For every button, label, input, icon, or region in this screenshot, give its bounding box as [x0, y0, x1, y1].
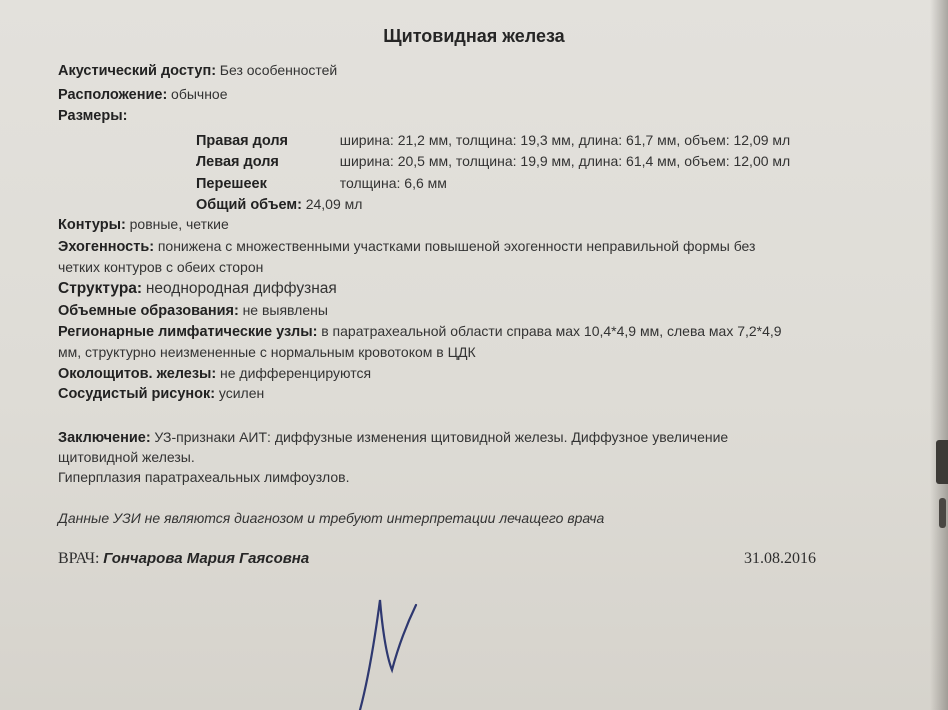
isthmus-row [196, 175, 447, 193]
sizes-label: Размеры: [58, 108, 128, 124]
masses-label: Объемные образования: [58, 303, 239, 319]
doctor-row [58, 550, 309, 568]
disclaimer-text: Данные УЗИ не являются диагнозом и требуют интерпретации лечащего врача [58, 510, 605, 526]
access-value: Без особенностей [219, 62, 338, 78]
location-row [58, 86, 228, 104]
vascular-row [58, 385, 264, 403]
edge-object [936, 440, 948, 484]
conclusion-row-2 [58, 449, 195, 467]
conclusion-value-cont: щитовидной железы. [58, 449, 195, 465]
total-volume-value: 24,09 мл [305, 196, 363, 212]
isthmus-label: Перешеек [196, 176, 267, 192]
conclusion-row [58, 429, 728, 447]
page-shadow [930, 0, 948, 710]
left-lobe-row [196, 153, 790, 171]
structure-row [58, 280, 337, 298]
echogenicity-value: понижена с множественными участками повышеной эхогенности неправильной формы без [157, 238, 756, 254]
conclusion-value-hyperplasia: Гиперплазия паратрахеальных лимфоузлов. [58, 469, 350, 485]
date-value: 31.08.2016 [744, 550, 816, 567]
parathyroid-label: Околощитов. железы: [58, 366, 217, 382]
echogenicity-value-cont: четких контуров с обеих сторон [58, 259, 264, 275]
location-value: обычное [171, 86, 228, 102]
location-label: Расположение: [58, 87, 168, 103]
total-volume-row [196, 196, 362, 214]
signature-scribble [330, 570, 440, 710]
access-row [58, 62, 337, 80]
contours-row [58, 216, 229, 234]
structure-value: неоднородная диффузная [145, 280, 337, 297]
conclusion-value: УЗ-признаки АИТ: диффузные изменения щитовидной железы. Диффузное увеличение [154, 429, 729, 445]
contours-label: Контуры: [58, 217, 126, 233]
total-volume-label: Общий объем: [196, 197, 302, 213]
lymph-row [58, 323, 782, 341]
right-lobe-value: ширина: 21,2 мм, толщина: 19,3 мм, длина: 61,7 мм, объем: 12,09 мл [339, 132, 791, 148]
report-date [744, 550, 816, 568]
doctor-label: ВРАЧ: [58, 550, 100, 567]
disclaimer-row [58, 510, 604, 528]
echogenicity-row-2 [58, 259, 263, 277]
doctor-name: Гончарова Мария Гаясовна [103, 550, 310, 567]
vascular-label: Сосудистый рисунок: [58, 386, 216, 402]
vascular-value: усилен [218, 385, 265, 401]
sizes-row [58, 108, 127, 125]
report-title: Щитовидная железа [383, 26, 565, 46]
parathyroid-row [58, 365, 371, 383]
right-lobe-label: Правая доля [196, 133, 288, 149]
right-lobe-row [196, 132, 790, 150]
conclusion-row-3 [58, 469, 350, 487]
left-lobe-value: ширина: 20,5 мм, толщина: 19,9 мм, длина: 61,4 мм, объем: 12,00 мл [339, 153, 791, 169]
left-lobe-label: Левая доля [196, 154, 279, 170]
lymph-row-2 [58, 344, 476, 362]
structure-label: Структура: [58, 280, 143, 297]
masses-row [58, 302, 328, 320]
echogenicity-row [58, 238, 755, 256]
access-label: Акустический доступ: [58, 63, 217, 79]
echogenicity-label: Эхогенность: [58, 239, 155, 255]
conclusion-label: Заключение: [58, 430, 151, 446]
masses-value: не выявлены [242, 302, 328, 318]
lymph-value: в паратрахеальной области справа мах 10,4*4,9 мм, слева мах 7,2*4,9 [321, 323, 782, 339]
parathyroid-value: не дифференцируются [220, 365, 372, 381]
edge-object-small [939, 498, 946, 528]
isthmus-value: толщина: 6,6 мм [339, 175, 447, 191]
lymph-value-cont: мм, структурно неизмененные с нормальным кровотоком в ЦДК [58, 344, 476, 360]
lymph-label: Регионарные лимфатические узлы: [58, 324, 318, 340]
contours-value: ровные, четкие [129, 216, 229, 232]
